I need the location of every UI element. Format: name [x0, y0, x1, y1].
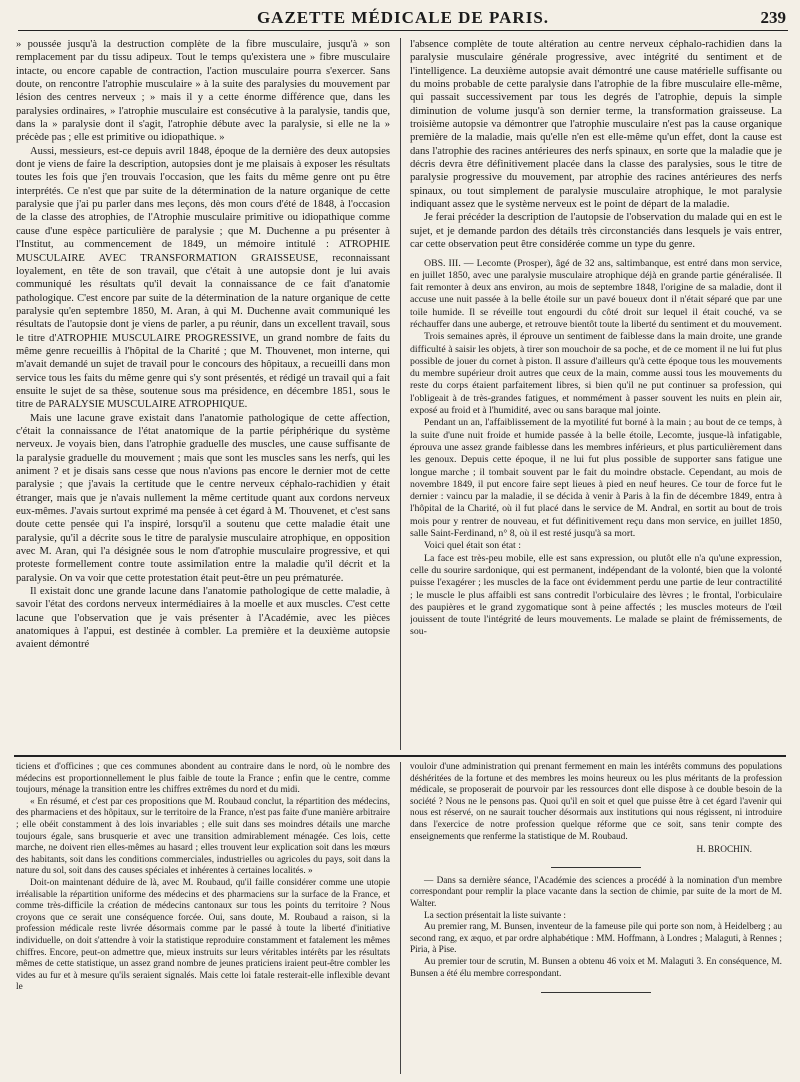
observation-paragraph: Trois semaines après, il éprouve un sentiment de faiblesse dans la main droite, une grande difficulté à saisir les objets, à tirer son mouchoir de sa poche, et de ce moment il ne lui fut plus possible de jouer du cornet à piston. Il assure d'ailleurs qu'à cette époque tous les mouvements du membre supérieur droit autres que ceux de la main, comme aussi tous les mouvements du reste du corps étaient parfaitement libres, si bien qu'il ne put continuer sa profession, qui l'obligeait à de très-grandes fatigues, et nommément à passer souvent les nuits en plein air, exposé au froid et à l'humidité, avec ou sans baraque mal jointe. — [410, 331, 782, 417]
paragraph: Il existait donc une grande lacune dans l'anatomie pathologique de cette maladie, à savoir l'état des cordons nerveux intermédiaires à la moelle et aux muscles. C'est cette lacune que l'observation que je vais présenter à l'Académie, avec les pièces anatomiques à l'appui, est destinée à combler. La première et la deuxième autopsie avaient démontré — [16, 586, 390, 651]
paragraph: Au premier tour de scrutin, M. Bunsen a obtenu 46 voix et M. Malaguti 3. En conséquence, M. Bunsen a été élu membre correspondant. — [410, 956, 782, 979]
paragraph: La section présentait la liste suivante : — [424, 910, 566, 921]
separator-rule — [541, 992, 651, 993]
paragraph: — Dans sa dernière séance, l'Académie des sciences a procédé à la nomination d'un membre correspondant pour remplir la place vacante dans la section de chimie, par suite de la mort de M. Walter. — [410, 875, 782, 909]
column-divider — [400, 762, 401, 1074]
page-number: 239 — [760, 8, 786, 27]
paragraph: Je ferai précéder la description de l'autopsie de l'observation du malade qui en est le sujet, et je demande pardon des détails très circonstanciés dans lesquels je vais entrer, car cette observation peut être considérée comme un type du genre. — [410, 212, 782, 251]
paragraph: l'absence complète de toute altération au centre nerveux céphalo-rachidien dans la paralysie musculaire générale progressive, avec intégrité du sentiment et de l'intelligence. La deuxième autopsie avait démontré une cause matérielle suffisante ou du moins probable de cette paralysie dans l'atrophie de la fibre musculaire elle-même, qui passait successivement par tous les degrés de l'atrophie, depuis la simple diminution de volume jusqu'à son dernier terme, la transformation graisseuse. La troisième autopsie va démontrer que l'atrophie musculaire n'est pas la cause organique première de la maladie, mais qu'elle n'en est elle-même qu'un effet, dont la cause est dans l'atrophie des racines antérieures des nerfs spinaux, en sorte que la maladie que je décris devra être définitivement placée dans la classe des paralysies, sous le titre de paralysie progressive du mouvement, par atrophie des racines antérieures des nerfs spinaux, ou tout simplement de paralysie musculaire atrophique, le mot paralysie indiquant assez que le système nerveux est le point de départ de la maladie. — [410, 39, 782, 211]
upper-right-column — [410, 38, 782, 752]
section-divider — [14, 755, 786, 757]
column-divider — [400, 38, 401, 750]
observation-paragraph: Voici quel était son état : — [424, 540, 521, 552]
paragraph: « En résumé, et c'est par ces propositions que M. Roubaud conclut, la répartition des médecins, des pharmaciens et des hôpitaux, sur le territoire de la France, n'est pas faite d'une manière arbitraire ; elle obéit constamment à des lois invariables ; elle suit dans ses moindres détails une marche toujours égale, sans brusquerie et avec une transition admirablement ménagée. Ces lois, cette marche, ne doivent rien elles-mêmes au hasard ; elles trouvent leur explication soit dans les mœurs des habitants, soit dans les conditions commerciales, industrielles ou agricoles du pays, soit dans la nature du sol, soit dans des causes spéciales et inhérentes à certaines localités. » — [16, 796, 390, 877]
paragraph: Aussi, messieurs, est-ce depuis avril 1848, époque de la dernière des deux autopsies dont je viens de faire la description, autopsies dont je me plaisais à exposer les résultats toutes les fois que j'en trouvais l'occasion, que les faits du même genre ont pu être interprétés. Ce n'est que par suite de la détermination de la nature organique de cette paralysie que j'ai pu parler dans mes leçons, dès mon cours d'été de 1848, à l'occasion de la classe des atrophies, de l'Atrophie musculaire primitive ou idiopathique comme cause d'une espèce particulière de paralysie ; que M. Duchenne a pu présenter à l'Institut, au commencement de 1849, un mémoire intitulé : ATROPHIE MUSCULAIRE AVEC TRANSFORMATION GRAISSEUSE, reconnaissant loyalement, en tête de son travail, que c'était à une autopsie dont je lui avais communiqué les résultats qu'il devait la connaissance de ce fait d'anatomie pathologique. C'est encore par suite de la détermination de la nature organique de cette paralysie qu'en septembre 1850, M. Aran, à qui M. Duchenne avait communiqué les résultats de l'autopsie dont je viens de parler, a pu réunir, dans un excellent travail, sous le titre d'ATROPHIE MUSCULAIRE PROGRESSIVE, un grand nombre de faits du même genre recueillis à l'hôpital de la Charité ; que M. Thouvenet, mon interne, qui m'avait demandé un sujet de travail pour le concours des hôpitaux, a recueilli dans mon service tous les faits du même genre qui s'y sont présentés, et rédigé un travail qui a fait ensuite le sujet de sa thèse, soutenue sous ma présidence, en décembre 1851, sous le titre de PARALYSIE MUSCULAIRE ATROPHIQUE. — [16, 145, 390, 411]
paragraph: » poussée jusqu'à la destruction complète de la fibre musculaire, jusqu'à » son remplacement par du tissu adipeux. Tout le temps qu'existera une » fibre musculaire intacte, ou encore capable de contraction, l'action musculaire pourra s'exercer. Sans doute, on rencontre l'atrophie musculaire » à la suite des paralysies du mouvement par lésion des centres nerveux ; » mais il y a cette énorme différence que, dans les paralysies ordinaires, » l'atrophie musculaire est consécutive à la paralysie, tandis que, dans la » paralysie dont il s'agit, l'atrophie débute avec la paralysie, si elle ne la » précède pas ; elle est primitive ou idiopathique. » — [16, 39, 390, 144]
paragraph: Mais une lacune grave existait dans l'anatomie pathologique de cette affection, c'était la connaissance de l'état anatomique de la partie périphérique du système nerveux. Je voyais bien, dans l'atrophie graduelle des muscles, une cause suffisante de la paralysie graduelle du mouvement ; mais que sont les muscles sans les nerfs, qui les animent ? et je disais sans cesse que nous n'avions pas encore le dernier mot de cette paralysie ; que j'avais la certitude que le centre nerveux céphalo-rachidien y était étranger, mais que je n'avais nullement la même certitude quant aux cordons nerveux eux-mêmes. J'avais surtout exprimé ma pensée à cet égard à M. Thouvenet, et c'est sans doute cette pensée qui l'a inspiré, lorsqu'il a soutenu que cette maladie était une paralysie, qu'il a décrite sous le titre de paralysie musculaire atrophique, en opposition avec M. Aran, qui l'a désignée sous le nom d'atrophie musculaire progressive, et qui proteste formellement contre toute assimilation entre la maladie qu'il décrit et la paralysie. On va voir que cette protestation était peut-être un peu prématurée. — [16, 412, 390, 584]
observation-paragraph: Pendant un an, l'affaiblissement de la myotilité fut borné à la main ; au bout de ce temps, à la suite d'une nuit froide et humide passée à la belle étoile, Lecomte, jusque-là infatigable, éprouva une assez grande faiblesse dans les membres inférieurs, et plus particulièrement dans les genoux. Depuis cette époque, il ne lui fut plus possible de supporter sans fatigue une longue marche ; il tombait souvent par le fait du moindre obstacle. Cependant, au mois de novembre 1849, il put encore faire sept lieues à pied en neuf heures. Ce tour de force fut le dernier : vaincu par la maladie, il se décida à venir à Paris à la fin de décembre 1849, entra à l'hôpital de la Charité, où il fut placé dans le service de M. Andral, en sortit au bout de trois mois pour y rentrer de nouveau, et fut définitivement reçu dans mon service, en juillet 1850, salle Saint-Ferdinand, n° 8, où il est resté jusqu'à sa mort. — [410, 417, 782, 540]
paragraph: vouloir d'une administration qui prenant fermement en main les intérêts communs des populations déshéritées de la fortune et des membres les moins heureux ou les plus méritants de la profession médicale, se proposerait de pourvoir par les ressources dont elle dispose à ce double besoin de la société ? Nous ne le pensons pas. Quoi qu'il en soit et quel que puisse être à cet égard l'avenir qui nous est réservé, on ne saurait toucher désormais aux institutions qui nous régissent, ni introduire dans l'exercice de notre profession quelque réforme que ce soit, sans tenir compte des enseignements que renferme la statistique de M. Roubaud. — [410, 762, 782, 842]
author-signature: H. BROCHIN. — [696, 845, 752, 856]
observation-paragraph: La face est très-peu mobile, elle est sans expression, ou plutôt elle n'a qu'une expression, celle du sourire sardonique, qui est permanent, indépendant de la volonté, bien que la volonté puisse l'exagérer ; les muscles de la face ont évidemment perdu une partie de leur contractilité ; le muscle le plus affaibli est sans contredit l'orbiculaire des lèvres ; le frontal, l'orbiculaire des paupières et le grand zygomatique sont à peine affectés ; les muscles moteurs de l'œil jouissent de toute l'intégrité de leurs mouvements. Le malade se plaint de frémissements, de sou- — [410, 552, 782, 638]
paragraph: Au premier rang, M. Bunsen, inventeur de la fameuse pile qui porte son nom, à Heidelberg ; au second rang, ex æquo, et par ordre alphabétique : MM. Hoffmann, à Londres ; Malaguti, à Rennes ; Piria, à Pise. — [410, 922, 782, 956]
paragraph: Doit-on maintenant déduire de là, avec M. Roubaud, qu'il faille considérer comme une utopie irréalisable la répartition uniforme des médecins et des pharmaciens sur la surface de la France, et comme très-difficile la création de médecins cantonaux sur tous les points du territoire ? Nous croyons que ce serait une conséquence forcée. Oui, sans doute, M. Roubaud a raison, si la profession médicale reste livrée désormais comme par le passé à toute la liberté d'initiative individuelle, on doit s'attendre à voir la statistique reproduire constamment et fatalement les mêmes chiffres. Encore, peut-on admettre que, mieux instruits sur leurs véritables intérêts par les résultats mêmes de cette statistique, un assez grand nombre de jeunes praticiens iraient peut-être combler les vides au fur et à mesure qu'ils seraient signalés. Mais cette loi fatale resterait-elle inflexible devant le — [16, 877, 390, 993]
page-header — [18, 8, 788, 31]
paragraph: ticiens et d'officines ; que ces communes abondent au contraire dans le nord, où le nombre des médecins est proportionnellement le plus faible de toute la France ; enfin que le centre, comme toujours, ménage la transition entre les chiffres extrêmes du nord et du midi. — [16, 762, 390, 796]
lower-left-column — [16, 762, 390, 1078]
lower-right-column — [410, 762, 782, 1078]
observation-paragraph: OBS. III. — Lecomte (Prosper), âgé de 32 ans, saltimbanque, est entré dans mon service, en juillet 1850, avec une paralysie musculaire atrophique déjà en grande partie généralisée. Il fait remonter à deux ans environ, au mois de septembre 1848, l'origine de sa maladie, dont il accuse une nuit passée à la belle étoile sur un pavé boueux dont il n'était séparé que par une toile humide. Il se réveille tout engourdi du côté droit sur lequel il était couché, va se réchauffer dans une auberge, et retrouve bientôt toute la liberté du sentiment et du mouvement. — [410, 257, 782, 330]
journal-title: GAZETTE MÉDICALE DE PARIS. — [256, 8, 550, 27]
upper-left-column — [16, 38, 390, 752]
separator-rule — [551, 867, 641, 868]
